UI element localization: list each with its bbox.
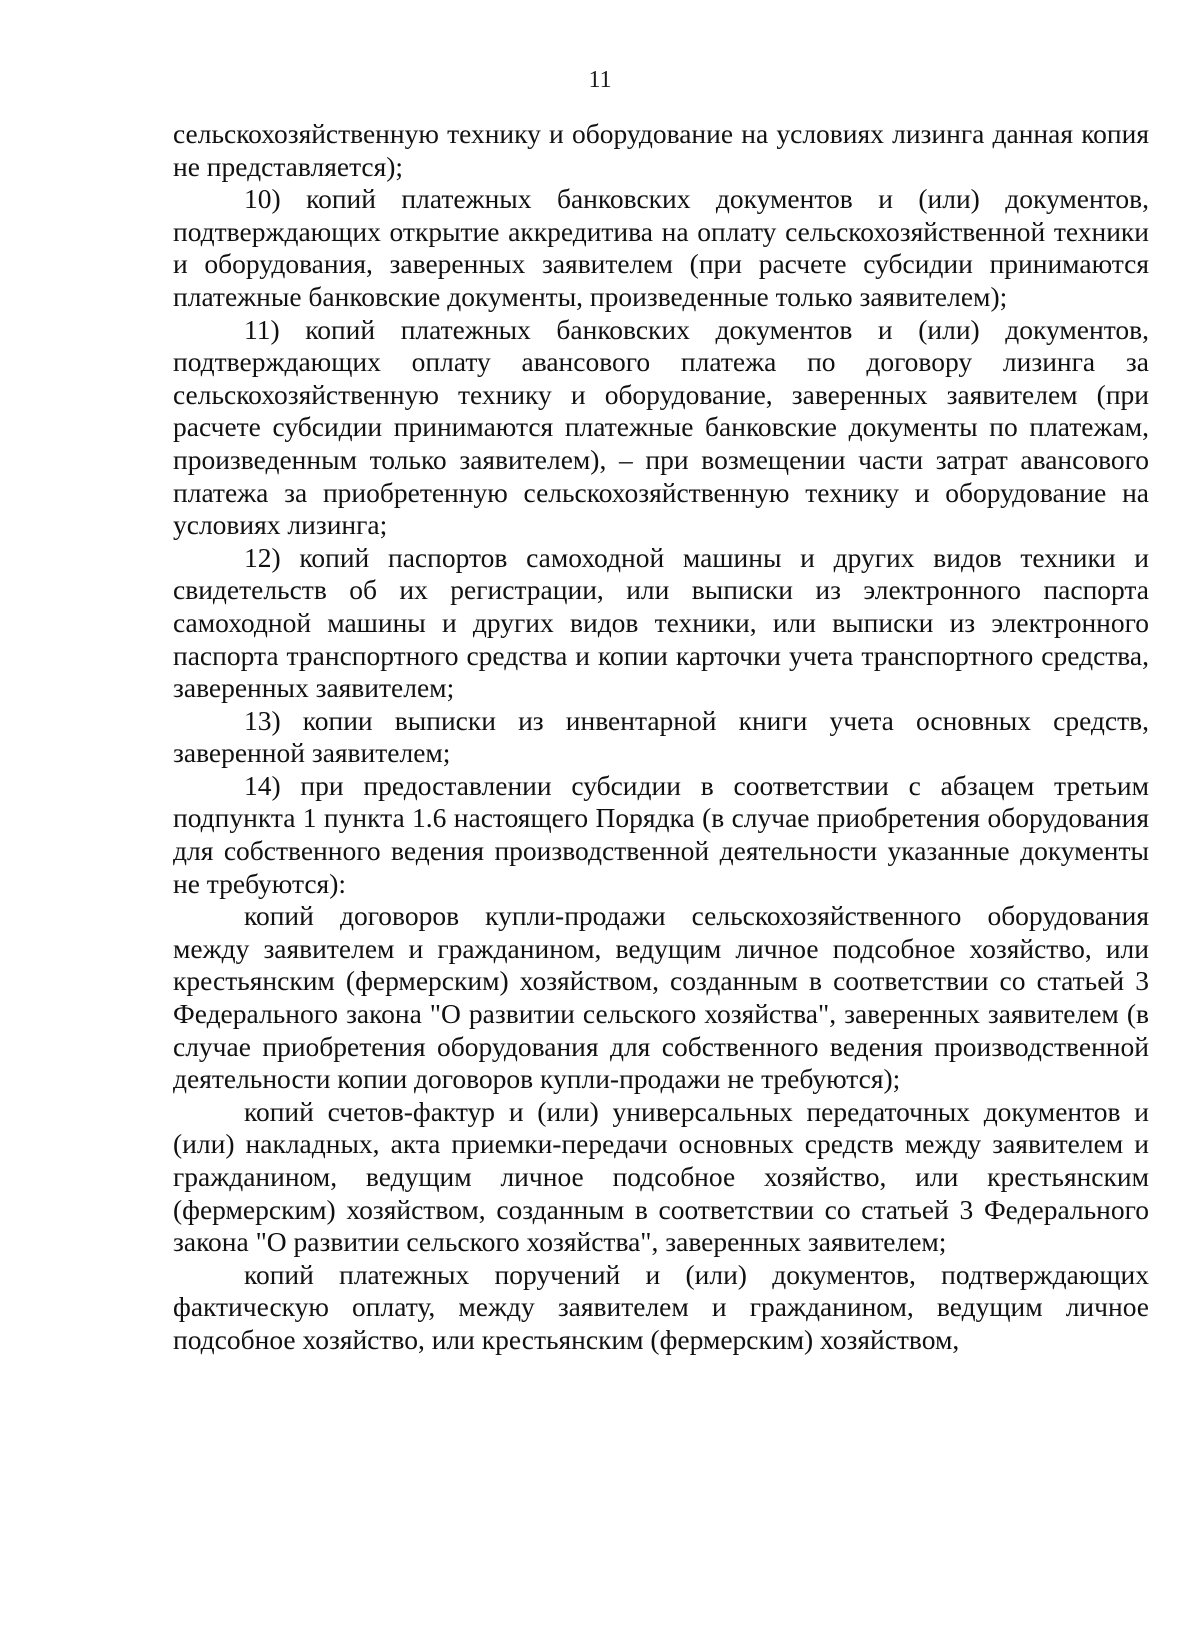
paragraph: 11) копий платежных банковских документов и (или) документов, подтверждающих оплату авансового платежа по договору лизинга за сельскохозяйственную технику и оборудование, заверенных заявителем (при расчете субсидии принимаются платежные банковские документы по платежам, произведенным только заявителем), – при возмещении части затрат авансового платежа за приобретенную сельскохозяйственную технику и оборудование на условиях лизинга; (173, 313, 1149, 541)
paragraph: 10) копий платежных банковских документов и (или) документов, подтверждающих открытие аккредитива на оплату сельскохозяйственной техники и оборудования, заверенных заявителем (при расчете субсидии принимаются платежные банковские документы, произведенные только заявителем); (173, 183, 1149, 312)
paragraph: копий договоров купли-продажи сельскохозяйственного оборудования между заявителем и гражданином, ведущим личное подсобное хозяйство, или крестьянским (фермерским) хозяйством, созданным в соответствии со статьей 3 Федерального закона "О развитии сельского хозяйства", заверенных заявителем (в случае приобретения оборудования для собственного ведения производственной деятельности копии договоров купли-продажи не требуются); (173, 900, 1149, 1095)
paragraph: 13) копии выписки из инвентарной книги учета основных средств, заверенной заявителем; (173, 704, 1149, 769)
paragraph: копий счетов-фактур и (или) универсальных передаточных документов и (или) накладных, акта приемки-передачи основных средств между заявителем и гражданином, ведущим личное подсобное хозяйство, или крестьянским (фермерским) хозяйством, созданным в соответствии со статьей 3 Федерального закона "О развитии сельского хозяйства", заверенных заявителем; (173, 1095, 1149, 1258)
paragraph: копий платежных поручений и (или) документов, подтверждающих фактическую оплату, между заявителем и гражданином, ведущим личное подсобное хозяйство, или крестьянским (фермерским) хозяйством, (173, 1258, 1149, 1355)
paragraph: сельскохозяйственную технику и оборудование на условиях лизинга данная копия не представляется); (173, 118, 1149, 182)
page-number: 11 (588, 67, 612, 93)
document-body (173, 118, 1149, 1357)
paragraph: 12) копий паспортов самоходной машины и других видов техники и свидетельств об их регистрации, или выписки из электронного паспорта самоходной машины и других видов техники, или выписки из электронного паспорта транспортного средства и копии карточки учета транспортного средства, заверенных заявителем; (173, 541, 1149, 704)
paragraph: 14) при предоставлении субсидии в соответствии с абзацем третьим подпункта 1 пункта 1.6 настоящего Порядка (в случае приобретения оборудования для собственного ведения производственной деятельности указанные документы не требуются): (173, 769, 1149, 899)
